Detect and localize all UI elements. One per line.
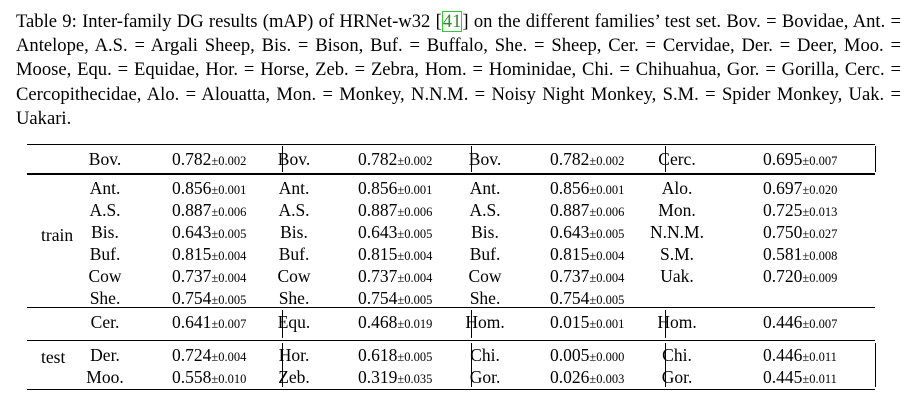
family-code: Alo. bbox=[661, 178, 693, 198]
map-std: ±0.020 bbox=[802, 183, 838, 197]
map-value bbox=[172, 244, 246, 266]
map-value bbox=[358, 312, 432, 334]
family-code: Chi. bbox=[662, 345, 692, 365]
family-code: Hor. bbox=[278, 345, 310, 365]
map-value bbox=[763, 244, 837, 266]
map-std: ±0.005 bbox=[589, 293, 625, 307]
family-code: Zeb. bbox=[278, 367, 310, 387]
results-table bbox=[27, 144, 875, 394]
map-value bbox=[763, 312, 837, 334]
map-mean: 0.856 bbox=[550, 178, 590, 198]
map-mean: 0.887 bbox=[358, 200, 398, 220]
family-code: Cow bbox=[277, 266, 311, 286]
map-mean: 0.558 bbox=[172, 367, 212, 387]
map-mean: 0.856 bbox=[172, 178, 212, 198]
map-mean: 0.782 bbox=[172, 149, 212, 169]
map-mean: 0.750 bbox=[763, 222, 803, 242]
map-mean: 0.754 bbox=[172, 288, 212, 308]
map-value bbox=[550, 222, 624, 244]
family-code: Hom. bbox=[465, 312, 505, 332]
map-value bbox=[172, 288, 246, 310]
map-mean: 0.319 bbox=[358, 367, 398, 387]
map-value bbox=[358, 149, 432, 171]
family-code: Der. bbox=[90, 345, 120, 365]
map-value bbox=[763, 178, 837, 200]
map-value bbox=[172, 312, 246, 334]
family-code: N.N.M. bbox=[650, 222, 704, 242]
map-mean: 0.697 bbox=[763, 178, 803, 198]
map-value bbox=[550, 200, 624, 222]
map-mean: 0.026 bbox=[550, 367, 590, 387]
family-code: Buf. bbox=[469, 244, 501, 264]
map-std: ±0.005 bbox=[211, 293, 247, 307]
map-mean: 0.445 bbox=[763, 367, 803, 387]
map-std: ±0.006 bbox=[397, 205, 433, 219]
map-mean: 0.446 bbox=[763, 345, 803, 365]
map-std: ±0.027 bbox=[802, 227, 838, 241]
map-std: ±0.003 bbox=[589, 372, 625, 386]
map-mean: 0.643 bbox=[172, 222, 212, 242]
family-code: Bov. bbox=[277, 149, 311, 169]
citation-link[interactable]: 41 bbox=[442, 11, 462, 32]
map-value bbox=[550, 288, 624, 310]
map-value bbox=[172, 345, 246, 367]
map-std: ±0.007 bbox=[802, 154, 838, 168]
map-value bbox=[550, 178, 624, 200]
caption-text-after-ref: ] on the different families’ test set. Bov. = Bovidae, Ant. = Antelope, A.S. = Argali Sheep, Bis. = Bison, Buf. = Buffalo, She. = Sheep, Cer. = Cervidae, Der. = Deer, Moo. = Moose, Equ. = Equidae, Hor. = Horse, Zeb. = Zebra, Hom. = Hominidae, Chi. = Chihuahua, Gor. = Gorilla, Cerc. = Cercopithecidae, Alo. = Alouatta, Mon. = Monkey, N.N.M. = Noisy Night Monkey, S.M. = Spider Monkey, Uak. = Uakari. bbox=[16, 11, 902, 129]
map-value bbox=[550, 312, 624, 334]
table-rule bbox=[27, 340, 875, 341]
family-code: Buf. bbox=[89, 244, 121, 264]
train-label: train bbox=[41, 225, 74, 245]
family-code: A.S. bbox=[469, 200, 501, 220]
map-mean: 0.720 bbox=[763, 266, 803, 286]
map-value bbox=[172, 266, 246, 288]
family-code: Chi. bbox=[470, 345, 500, 365]
map-std: ±0.005 bbox=[589, 227, 625, 241]
caption-text-before-ref: Inter-family DG results (mAP) of HRNet-w32 [ bbox=[82, 11, 442, 32]
family-code: Gor. bbox=[661, 367, 693, 387]
map-std: ±0.005 bbox=[211, 227, 247, 241]
map-std: ±0.004 bbox=[211, 249, 247, 263]
column-separator bbox=[875, 146, 876, 172]
map-value bbox=[172, 367, 246, 389]
map-mean: 0.643 bbox=[358, 222, 398, 242]
map-std: ±0.006 bbox=[211, 205, 247, 219]
map-std: ±0.005 bbox=[397, 350, 433, 364]
map-std: ±0.013 bbox=[802, 205, 838, 219]
map-value bbox=[172, 200, 246, 222]
map-value bbox=[358, 200, 432, 222]
map-mean: 0.737 bbox=[358, 266, 398, 286]
map-value bbox=[358, 178, 432, 200]
map-mean: 0.005 bbox=[550, 345, 590, 365]
map-mean: 0.618 bbox=[358, 345, 398, 365]
family-code: Buf. bbox=[278, 244, 310, 264]
map-mean: 0.446 bbox=[763, 312, 803, 332]
map-std: ±0.001 bbox=[589, 183, 625, 197]
family-code: S.M. bbox=[659, 244, 695, 264]
map-std: ±0.007 bbox=[802, 317, 838, 331]
map-std: ±0.008 bbox=[802, 249, 838, 263]
map-value bbox=[358, 266, 432, 288]
map-value bbox=[172, 178, 246, 200]
map-value bbox=[550, 149, 624, 171]
map-std: ±0.004 bbox=[589, 249, 625, 263]
map-value bbox=[763, 367, 837, 389]
family-code: She. bbox=[89, 288, 121, 308]
map-std: ±0.009 bbox=[802, 271, 838, 285]
map-mean: 0.815 bbox=[172, 244, 212, 264]
family-code: Cerc. bbox=[658, 149, 696, 169]
map-std: ±0.004 bbox=[589, 271, 625, 285]
map-std: ±0.011 bbox=[802, 350, 837, 364]
map-value bbox=[358, 367, 432, 389]
map-value bbox=[358, 244, 432, 266]
map-value bbox=[172, 149, 246, 171]
map-mean: 0.737 bbox=[172, 266, 212, 286]
map-mean: 0.737 bbox=[550, 266, 590, 286]
map-mean: 0.641 bbox=[172, 312, 212, 332]
map-mean: 0.887 bbox=[550, 200, 590, 220]
map-mean: 0.725 bbox=[763, 200, 803, 220]
map-mean: 0.754 bbox=[358, 288, 398, 308]
family-code: Ant. bbox=[89, 178, 121, 198]
family-code: She. bbox=[469, 288, 501, 308]
map-std: ±0.001 bbox=[589, 317, 625, 331]
family-code: Bov. bbox=[88, 149, 122, 169]
map-value bbox=[763, 149, 837, 171]
map-std: ±0.004 bbox=[397, 271, 433, 285]
family-code: Bis. bbox=[471, 222, 499, 242]
map-value bbox=[358, 222, 432, 244]
map-value bbox=[763, 200, 837, 222]
map-mean: 0.643 bbox=[550, 222, 590, 242]
map-std: ±0.035 bbox=[397, 372, 433, 386]
map-std: ±0.004 bbox=[397, 249, 433, 263]
map-std: ±0.004 bbox=[211, 350, 247, 364]
map-value bbox=[358, 288, 432, 310]
family-code: A.S. bbox=[278, 200, 310, 220]
map-value bbox=[550, 367, 624, 389]
family-code: Ant. bbox=[469, 178, 501, 198]
map-mean: 0.015 bbox=[550, 312, 590, 332]
test-label: test bbox=[41, 347, 66, 367]
family-code: Bis. bbox=[280, 222, 308, 242]
map-std: ±0.005 bbox=[397, 293, 433, 307]
family-code: Bis. bbox=[91, 222, 119, 242]
map-mean: 0.754 bbox=[550, 288, 590, 308]
family-code: Bov. bbox=[468, 149, 502, 169]
map-mean: 0.695 bbox=[763, 149, 803, 169]
map-std: ±0.010 bbox=[211, 372, 247, 386]
map-std: ±0.019 bbox=[397, 317, 433, 331]
map-std: ±0.011 bbox=[802, 372, 837, 386]
family-code: Hom. bbox=[657, 312, 697, 332]
table-rule bbox=[27, 173, 875, 175]
map-value bbox=[358, 345, 432, 367]
map-std: ±0.004 bbox=[211, 271, 247, 285]
map-value bbox=[172, 222, 246, 244]
family-code: Mon. bbox=[658, 200, 696, 220]
family-code: Moo. bbox=[86, 367, 124, 387]
map-mean: 0.724 bbox=[172, 345, 212, 365]
table-caption bbox=[16, 10, 901, 131]
map-value bbox=[763, 266, 837, 288]
family-code: A.S. bbox=[89, 200, 121, 220]
table-rule bbox=[27, 389, 875, 390]
family-code: Gor. bbox=[469, 367, 501, 387]
map-std: ±0.006 bbox=[589, 205, 625, 219]
map-value bbox=[550, 266, 624, 288]
map-std: ±0.005 bbox=[397, 227, 433, 241]
map-std: ±0.002 bbox=[211, 154, 247, 168]
map-mean: 0.815 bbox=[550, 244, 590, 264]
map-value bbox=[763, 345, 837, 367]
map-std: ±0.007 bbox=[211, 317, 247, 331]
map-std: ±0.002 bbox=[397, 154, 433, 168]
map-std: ±0.001 bbox=[397, 183, 433, 197]
map-mean: 0.468 bbox=[358, 312, 398, 332]
table-rule bbox=[27, 307, 875, 308]
map-mean: 0.581 bbox=[763, 244, 803, 264]
map-value bbox=[763, 222, 837, 244]
map-std: ±0.002 bbox=[589, 154, 625, 168]
family-code: Equ. bbox=[277, 312, 311, 332]
map-value bbox=[550, 345, 624, 367]
family-code: Uak. bbox=[660, 266, 694, 286]
map-std: ±0.001 bbox=[211, 183, 247, 197]
map-mean: 0.856 bbox=[358, 178, 398, 198]
map-mean: 0.815 bbox=[358, 244, 398, 264]
family-code: Cow bbox=[468, 266, 502, 286]
column-separator bbox=[875, 343, 876, 387]
map-value bbox=[550, 244, 624, 266]
family-code: Ant. bbox=[278, 178, 310, 198]
map-mean: 0.782 bbox=[358, 149, 398, 169]
caption-label: Table 9: bbox=[16, 11, 77, 32]
map-std: ±0.000 bbox=[589, 350, 625, 364]
family-code: Cow bbox=[88, 266, 122, 286]
family-code: She. bbox=[278, 288, 310, 308]
family-code: Cer. bbox=[90, 312, 120, 332]
map-mean: 0.887 bbox=[172, 200, 212, 220]
map-mean: 0.782 bbox=[550, 149, 590, 169]
table-rule bbox=[27, 144, 875, 145]
